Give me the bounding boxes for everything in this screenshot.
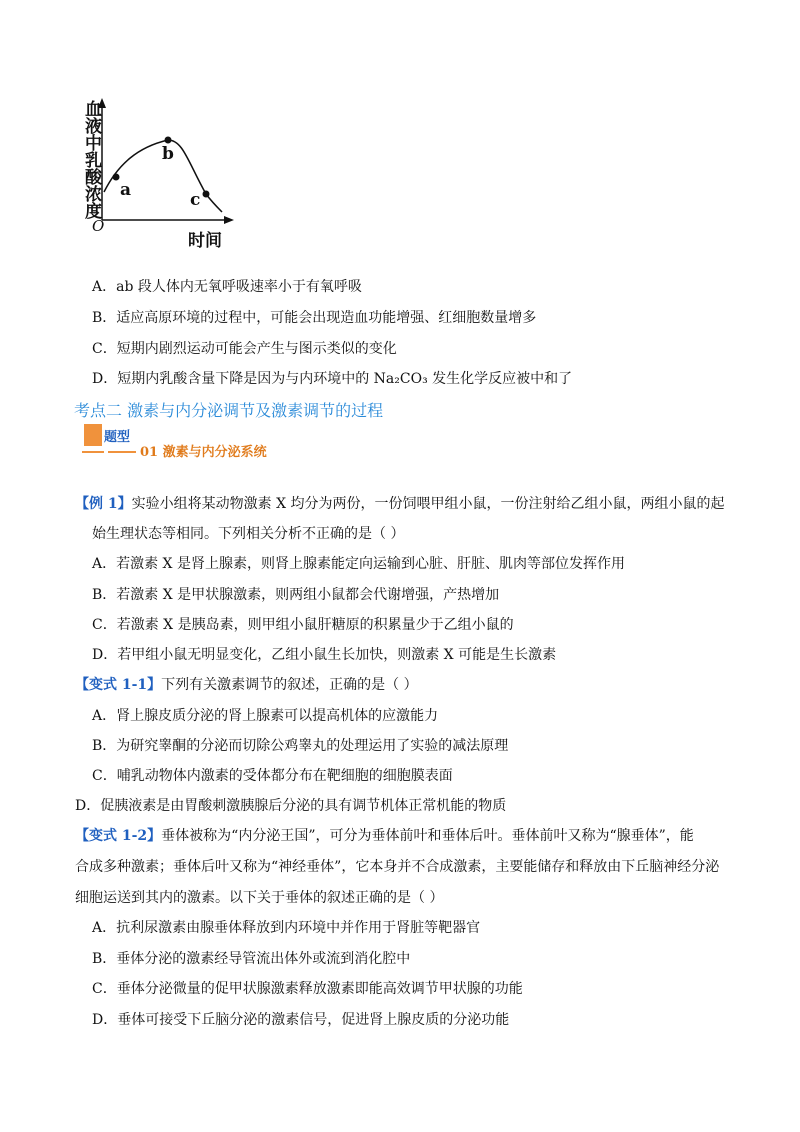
point-a <box>113 174 120 181</box>
variant12-option-c: C．垂体分泌微量的促甲状腺激素释放激素即能高效调节甲状腺的功能 <box>92 981 523 997</box>
variant11-option-a: A．肾上腺皮质分泌的肾上腺素可以提高机体的应激能力 <box>92 708 439 724</box>
point-b <box>165 137 172 144</box>
x-axis-arrow <box>224 216 234 224</box>
variant11-option-b: B．为研究睾酮的分泌而切除公鸡睾丸的处理运用了实验的减法原理 <box>92 738 509 754</box>
x-axis-label: 时间 <box>188 231 222 251</box>
prev-option-c: C．短期内剧烈运动可能会产生与图示类似的变化 <box>92 341 397 357</box>
variant12-stem-line2: 合成多种激素；垂体后叶又称为“神经垂体”，它本身并不合成激素，主要能储存和释放由下丘脑神经分泌 <box>75 859 720 875</box>
point-a-label: a <box>120 180 132 200</box>
variant12-stem-line1 <box>75 826 694 846</box>
badge-underline-left <box>82 451 104 453</box>
variant11-option-d: D．促胰液素是由胃酸刺激胰腺后分泌的具有调节机体正常机能的物质 <box>75 798 507 814</box>
point-b-label: b <box>162 144 174 164</box>
prev-option-a: A．ab 段人体内无氧呼吸速率小于有氧呼吸 <box>92 279 362 295</box>
point-c-label: c <box>190 190 201 210</box>
lactate-curve-figure <box>78 92 248 252</box>
example1-stem-text1: 实验小组将某动物激素 X 均分为两份，一份饲喂甲组小鼠，一份注射给乙组小鼠，两组小鼠的起 <box>131 496 725 512</box>
variant12-tag: 【变式 1-2】 <box>75 828 162 844</box>
prev-option-d: D．短期内乳酸含量下降是因为与内环境中的 Na₂CO₃ 发生化学反应被中和了 <box>92 371 573 387</box>
example1-stem-line2: 始生理状态等相同。下列相关分析不正确的是（ ） <box>92 526 405 542</box>
badge-subtitle: 01 激素与内分泌系统 <box>140 445 267 460</box>
example1-option-d: D．若甲组小鼠无明显变化，乙组小鼠生长加快，则激素 X 可能是生长激素 <box>92 647 557 663</box>
badge-underline-right <box>108 451 136 453</box>
origin-label: O <box>92 217 105 235</box>
example1-tag: 【例 1】 <box>75 496 132 512</box>
example1-stem-line1 <box>75 494 725 514</box>
point-c <box>203 191 210 198</box>
variant12-stem-text1: 垂体被称为“内分泌王国”，可分为垂体前叶和垂体后叶。垂体前叶又称为“腺垂体”，能 <box>161 828 694 844</box>
badge-square <box>84 424 102 446</box>
variant12-option-d: D．垂体可接受下丘脑分泌的激素信号，促进肾上腺皮质的分泌功能 <box>92 1012 510 1028</box>
variant11-option-c: C．哺乳动物体内激素的受体都分布在靶细胞的细胞膜表面 <box>92 768 453 784</box>
section-title: 考点二 激素与内分泌调节及激素调节的过程 <box>74 401 384 420</box>
example1-option-b: B．若激素 X 是甲状腺激素，则两组小鼠都会代谢增强，产热增加 <box>92 587 500 603</box>
variant11-stem <box>75 675 418 695</box>
variant11-stem-text: 下列有关激素调节的叙述，正确的是（ ） <box>161 677 418 693</box>
variant11-tag: 【变式 1-1】 <box>75 677 162 693</box>
variant12-option-b: B．垂体分泌的激素经导管流出体外或流到消化腔中 <box>92 951 411 967</box>
y-axis-label: 血液中乳酸浓度 <box>81 100 101 219</box>
badge-label: 题型 <box>104 430 131 445</box>
variant12-option-a: A．抗利尿激素由腺垂体释放到内环境中并作用于肾脏等靶器官 <box>92 920 481 936</box>
example1-option-a: A．若激素 X 是肾上腺素，则肾上腺素能定向运输到心脏、肝脏、肌肉等部位发挥作用 <box>92 556 625 572</box>
variant12-stem-line3: 细胞运送到其内的激素。以下关于垂体的叙述正确的是（ ） <box>75 890 444 906</box>
example1-option-c: C．若激素 X 是胰岛素，则甲组小鼠肝糖原的积累量少于乙组小鼠的 <box>92 617 514 633</box>
prev-option-b: B．适应高原环境的过程中，可能会出现造血功能增强、红细胞数量增多 <box>92 310 537 326</box>
